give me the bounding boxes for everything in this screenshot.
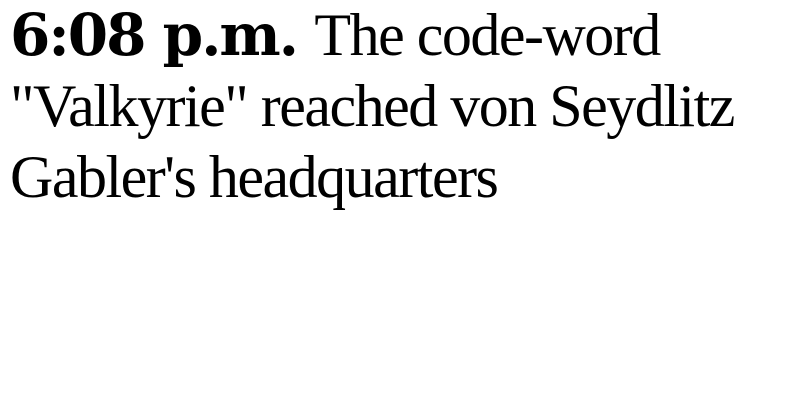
timeline-entry [10, 0, 780, 213]
entry-text: The code-word "Valkyrie" reached von Seydlitz Gabler's headquarters [10, 2, 734, 210]
entry-time: 6:08 p.m. [10, 1, 297, 69]
